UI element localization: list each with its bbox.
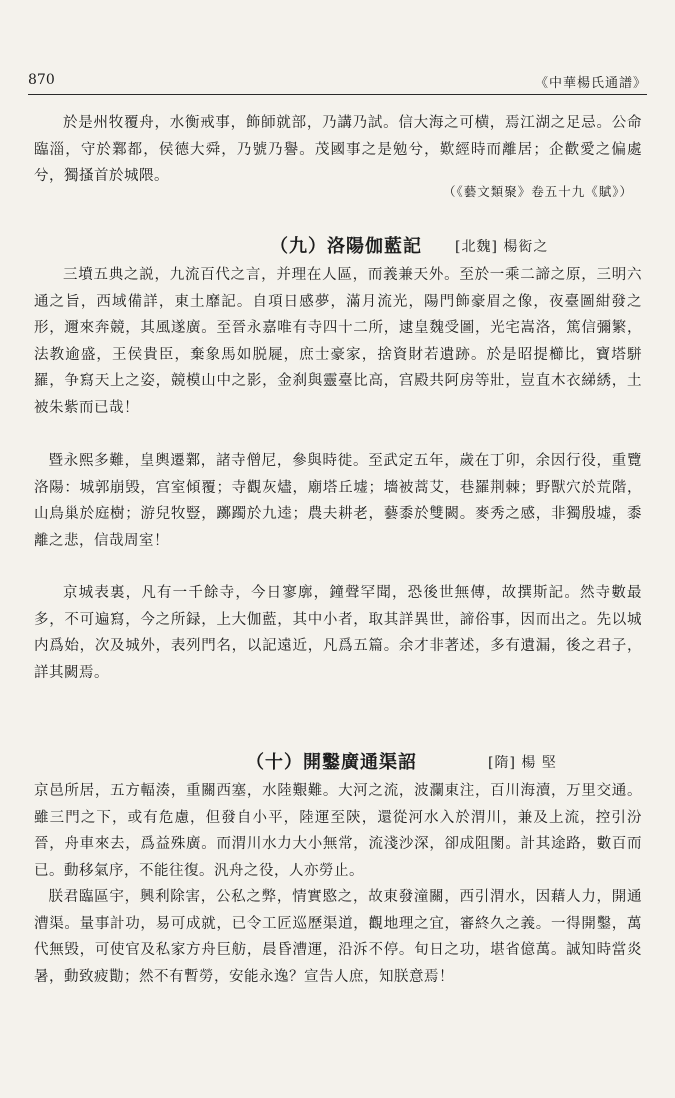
section-9-paragraph-1: 三墳五典之説，九流百代之言，并理在人區，而義兼天外。至於一乘二諦之原，三明六通之旨，西域備詳，東土靡記。自項日感夢，滿月流光，陽門飾豪眉之像，夜臺圖紺發之形，邇來奔競，其風遂廣。至晉永嘉唯有寺四十二所，逮皇魏受圖，光宅嵩洛，篤信彌繁，法教逾盛，王侯貴臣，棄象馬如脱屣，庶士豪家，捨資財若遺跡。於是昭提櫛比，寶塔駢羅，争寫天上之姿，競模山中之影，金刹與靈臺比高，宫殿共阿房等壯，豈直木衣綈綉，土被朱紫而已哉！	[34, 267, 642, 416]
section-9-paragraph-2: 暨永熙多難，皇輿遷鄴，諸寺僧尼，參與時徙。至武定五年，歲在丁卯，余因行役，重覽洛陽：城郭崩毁，宫室傾覆；寺觀灰燼，廟塔丘墟；墻被蒿艾，巷羅荆棘；野獸穴於荒階，山鳥巢於庭樹；游兒牧豎，躑躅於九逵；農夫耕老，藝黍於雙闕。麥秀之感，非獨殷墟，黍離之悲，信哉周室！	[34, 453, 642, 549]
page-number: 870	[28, 72, 55, 88]
intro-source: （《藝文類聚》卷五十九《賦》）	[442, 184, 633, 199]
intro-paragraph: 於是州牧覆舟，水衡戒事，飾師就部，乃講乃試。信大海之可横，焉江湖之足忌。公命臨淄，守於鄴都，侯德大舜，乃號乃譽。茂國事之是勉兮，歎經時而離居；企歡愛之偏處兮，獨搔首於城隈。	[34, 115, 642, 184]
section-10-title: （十）開鑿廣通渠詔	[246, 752, 417, 773]
section-10-author: [隋] 楊 堅	[488, 755, 557, 771]
book-title: 《中華楊氏通譜》	[534, 76, 647, 91]
section-9-author: [北魏] 楊衒之	[455, 239, 549, 255]
section-10-paragraph-1: 京邑所居，五方輻湊，重關西塞，水陸艱難。大河之流，波瀾東注，百川海瀆，万里交通。雖三門之下，或有危慮，但發自小平，陸運至陝，還從河水入於渭川，兼及上流，控引汾晉，舟車來去，爲益殊廣。而渭川水力大小無常，流淺沙深，卻成阻閡。計其途路，數百而已。動移氣序，不能往復。汎舟之役，人亦勞止。	[34, 783, 642, 879]
section-10-paragraph-2: 朕君臨區宇，興利除害，公私之弊，情實愍之，故東發潼關，西引渭水，因藉人力，開通漕渠。量事計功，易可成就，已令工匠巡歷渠道，觀地理之宜，審終久之義。一得開鑿，萬代無毁，可使官及私家方舟巨舫，晨昏漕運，沿泝不停。旬日之功，堪省億萬。誠知時當炎暑，動致疲勩；然不有暫勞，安能永逸？宣告人庶，知朕意焉！	[34, 889, 642, 985]
page-header	[28, 72, 647, 92]
header-rule	[28, 94, 647, 95]
section-9-title: （九）洛陽伽藍記	[270, 236, 422, 257]
section-9-paragraph-3: 京城表裏，凡有一千餘寺，今日寥廓，鐘聲罕聞，恐後世無傳，故撰斯記。然寺數最多，不可遍寫，今之所録，上大伽藍，其中小者，取其詳異世，諦俗事，因而出之。先以城内爲始，次及城外，表列門名，以記遠近，凡爲五篇。余才非著述，多有遺漏，後之君子，詳其闕焉。	[34, 585, 642, 681]
